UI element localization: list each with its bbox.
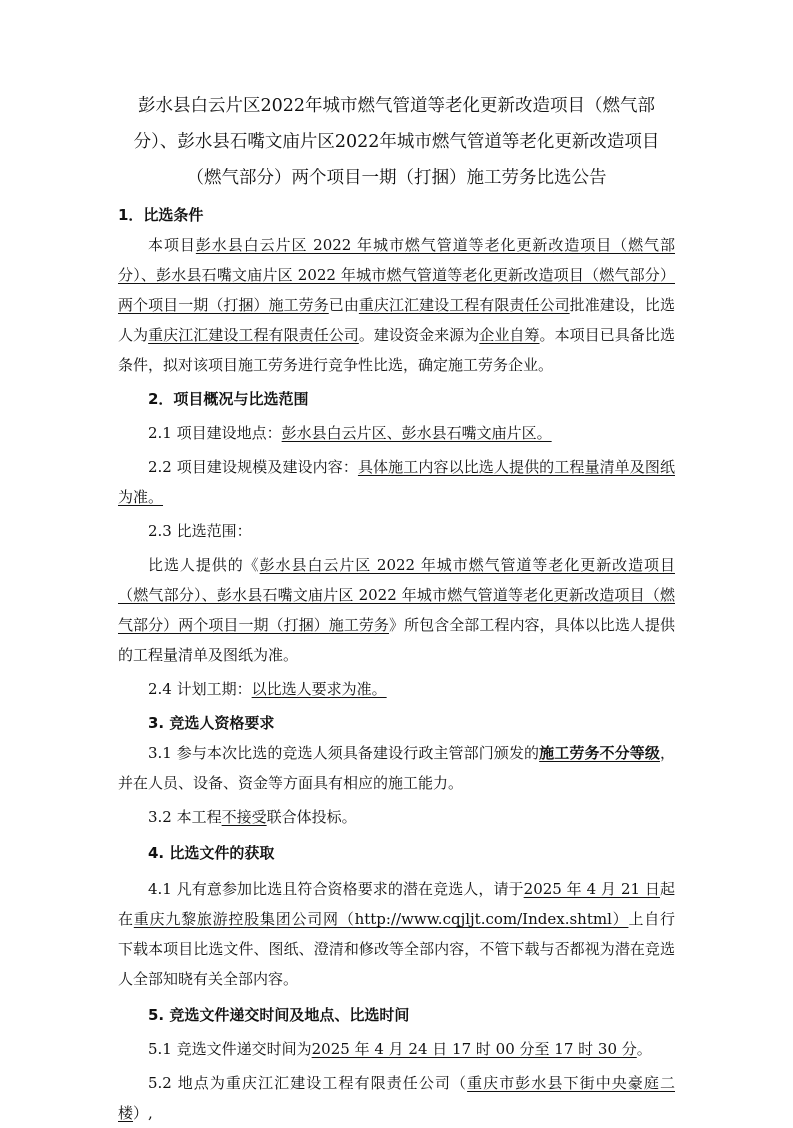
owner: 重庆江汇建设工程有限责任公司 — [148, 326, 359, 344]
paragraph-2-3-body — [118, 550, 675, 670]
paragraph-2-2 — [118, 452, 675, 512]
text: 。建设资金来源为 — [358, 326, 480, 344]
text: 已由 — [328, 296, 359, 314]
section-heading-5: 5. 竞选文件递交时间及地点、比选时间 — [148, 1006, 410, 1024]
paragraph-2-4 — [118, 674, 675, 704]
section-heading-1: 1．比选条件 — [118, 206, 204, 224]
text: 5.1 竞选文件递交时间为 — [148, 1040, 312, 1058]
date: 2025 年 4 月 21 日 — [523, 880, 660, 898]
value: 具体施工内容以比选人提供的工程量清单及图纸为准。 — [118, 458, 675, 506]
value: 以比选人要求为准。 — [251, 680, 387, 698]
text: 。本项目已具备比选条件，拟对该项目施工劳务进行竞争性比选，确定施工劳务企业。 — [118, 326, 675, 374]
text: 3.2 本工程 — [148, 808, 222, 826]
paragraph-4-1 — [118, 874, 675, 994]
text: ，并在人员、设备、资金等方面具有相应的施工能力。 — [118, 744, 675, 792]
text: 》所包含全部工程内容，具体以比选人提供的工程量清单及图纸为准。 — [118, 616, 675, 664]
paragraph-5-2 — [118, 1068, 675, 1128]
website-link[interactable]: 重庆九黎旅游控股集团公司网（http://www.cqjljt.com/Index.shtml） — [133, 910, 629, 928]
value: 不接受 — [221, 808, 267, 826]
section-heading-3: 3. 竞选人资格要求 — [148, 714, 275, 732]
label: 2.1 项目建设地点： — [148, 424, 282, 442]
text: 上自行下载本项目比选文件、图纸、澄清和修改等全部内容，不管下载与否都视为潜在竞选人全部知晓有关全部内容。 — [118, 910, 675, 988]
label: 2.2 项目建设规模及建设内容： — [148, 458, 358, 476]
project-name: 彭水县白云片区 2022 年城市燃气管道等老化更新改造项目（燃气部分）、彭水县石嘴文庙片区 2022 年城市燃气管道等老化更新改造项目（燃气部分）两个项目一期（打捆）施工劳务 — [118, 556, 675, 634]
text: 比选人提供的《 — [148, 556, 260, 574]
label: 2.4 计划工期： — [148, 680, 252, 698]
page-title: 彭水县白云片区2022年城市燃气管道等老化更新改造项目（燃气部分）、彭水县石嘴文庙片区2022年城市燃气管道等老化更新改造项目（燃气部分）两个项目一期（打捆）施工劳务比选公告 — [133, 96, 660, 188]
submission-time: 2025 年 4 月 24 日 17 时 00 分至 17 时 30 分 — [311, 1040, 637, 1058]
text: 本项目 — [148, 236, 196, 254]
paragraph-2-3: 2.3 比选范围： — [148, 522, 252, 540]
paragraph-1 — [118, 230, 675, 380]
value: 彭水县白云片区、彭水县石嘴文庙片区。 — [281, 424, 552, 442]
qualification: 施工劳务不分等级 — [539, 744, 660, 762]
project-name: 彭水县白云片区 2022 年城市燃气管道等老化更新改造项目（燃气部分）、彭水县石嘴文庙片区 2022 年城市燃气管道等老化更新改造项目（燃气部分）两个项目一期（打捆）施工劳务 — [118, 236, 675, 314]
paragraph-2-1 — [118, 418, 675, 448]
approver: 重庆江汇建设工程有限责任公司 — [358, 296, 570, 314]
text: ）, — [133, 1104, 153, 1122]
text: 4.1 凡有意参加比选且符合资格要求的潜在竞选人，请于 — [148, 880, 524, 898]
text: 联合体投标。 — [266, 808, 357, 826]
section-heading-4: 4. 比选文件的获取 — [148, 844, 275, 862]
paragraph-3-2 — [118, 802, 675, 832]
section-heading-2: 2．项目概况与比选范围 — [148, 390, 309, 408]
paragraph-5-1 — [118, 1034, 675, 1064]
text: 。 — [636, 1040, 652, 1058]
address: 重庆市彭水县下街中央豪庭二楼 — [118, 1074, 675, 1122]
text: 批准建设，比选人为 — [118, 296, 675, 344]
text: 3.1 参与本次比选的竞选人须具备建设行政主管部门颁发的 — [148, 744, 540, 762]
paragraph-3-1 — [118, 738, 675, 798]
funding-source: 企业自筹 — [479, 326, 540, 344]
text: 起在 — [118, 880, 675, 928]
text: 5.2 地点为重庆江汇建设工程有限责任公司（ — [148, 1074, 468, 1092]
